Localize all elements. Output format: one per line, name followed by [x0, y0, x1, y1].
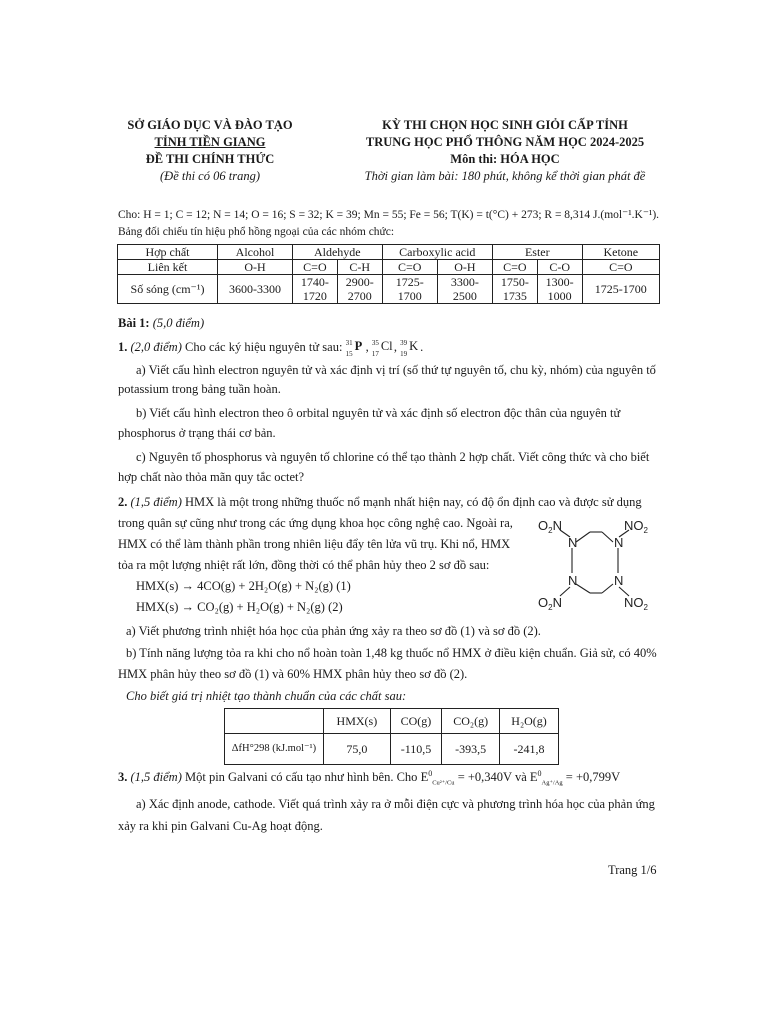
q3-eq1: = +0,340V và [457, 770, 527, 785]
nuclide-k: 39 19 K [400, 339, 419, 358]
section-label: Bài 1: [118, 316, 150, 330]
ir-bond: C-O [537, 260, 582, 275]
no2-label: $NO_2$ [624, 518, 648, 535]
ir-bond: C=O [382, 260, 437, 275]
hmx-structure-diagram [530, 510, 660, 620]
ir-table [117, 244, 660, 304]
q1-b-line1: b) Viết cấu hình electron theo ô orbital nguyên tử và xác định số electron độc thân của nguyên tử [136, 406, 621, 420]
question-points: (2,0 điểm) [130, 340, 182, 354]
question-2 [118, 494, 642, 511]
ir-wave: 1725- [382, 275, 437, 290]
ir-compound-label: Hợp chất [118, 245, 218, 260]
question-text: Cho các ký hiệu nguyên tử sau: [185, 340, 343, 354]
ir-bond: C=O [293, 260, 338, 275]
ir-wave: 1700 [382, 289, 437, 304]
enthalpy-value: -110,5 [390, 734, 441, 765]
question-3 [118, 765, 620, 792]
ir-bond: C=O [492, 260, 537, 275]
enthalpy-table [224, 708, 559, 765]
ring-nitrogen: N [568, 535, 578, 550]
ir-table-row [118, 275, 660, 290]
header-right [340, 118, 670, 184]
ir-bond: O-H [437, 260, 492, 275]
exam-title: KỲ THI CHỌN HỌC SINH GIỎI CẤP TỈNH [382, 118, 628, 132]
question-number: 3. [118, 770, 128, 785]
no2-label: $NO_2$ [624, 595, 648, 612]
reaction-2: HMX(s) → CO₂(g) + H₂O(g) + N₂(g) (2) [136, 600, 343, 614]
question-1: 1. (2,0 điểm) Cho các ký hiệu nguyên tử sau: 31 15 P , 35 17 Cl , 39 19 K . [118, 339, 424, 358]
q1-c-line1: c) Nguyên tố phosphorus và nguyên tố chlorine có thể tạo thành 2 hợp chất. Viết công thức và cho biết [136, 450, 650, 464]
school-year: TRUNG HỌC PHỔ THÔNG NĂM HỌC 2024-2025 [365, 135, 645, 149]
ir-wave: 1750- [492, 275, 537, 290]
question-number: 1. [118, 340, 128, 354]
ir-group: Carboxylic acid [382, 245, 492, 260]
enthalpy-value: -241,8 [500, 734, 559, 765]
ir-intro: Bảng đối chiếu tín hiệu phổ hồng ngoại của các nhóm chức: [118, 226, 395, 238]
section-title [118, 315, 204, 332]
q2-given: Cho biết giá trị nhiệt tạo thành chuẩn của các chất sau: [126, 689, 407, 703]
ir-wave: 1720 [293, 289, 338, 304]
ir-wave: 1740- [293, 275, 338, 290]
question-points: (1,5 điểm) [130, 770, 182, 785]
enthalpy-value-row [225, 734, 559, 765]
o2n-label: $O_2N$ [538, 595, 562, 612]
q2-line3: HMX có thể làm thành phần trong nhiên liệu đẩy tên lửa vũ trụ. Khi nổ, HMX [118, 537, 511, 551]
ir-table-row [118, 245, 660, 260]
department-name: SỞ GIÁO DỤC VÀ ĐÀO TẠO [127, 118, 293, 132]
q1-c-line2: hợp chất nào thỏa mãn quy tắc octet? [118, 470, 305, 484]
enthalpy-value: 75,0 [324, 734, 391, 765]
reaction-1: HMX(s) → 4CO(g) + 2H₂O(g) + N₂(g) (1) [136, 579, 351, 593]
subject: Môn thi: HÓA HỌC [450, 152, 560, 166]
cu-electrode-potential: $E^0_{Cu^{2+}/Cu}$ [420, 769, 455, 787]
ir-wave: 3300- [437, 275, 492, 290]
enthalpy-header: HMX(s) [324, 709, 391, 734]
q2-b-line2: HMX phân hủy theo sơ đồ (1) và 60% HMX phân hủy theo sơ đồ (2). [118, 667, 468, 681]
ir-table-row [118, 260, 660, 275]
q2-a: a) Viết phương trình nhiệt hóa học của phản ứng xảy ra theo sơ đồ (1) và sơ đồ (2). [126, 624, 541, 638]
question-points: (1,5 điểm) [130, 495, 182, 509]
question-number: 2. [118, 495, 128, 509]
ring-nitrogen: N [568, 573, 578, 588]
section-points: (5,0 điểm) [152, 316, 205, 330]
enthalpy-corner-cell [225, 709, 324, 734]
ag-electrode-potential: $E^0_{Ag^+/Ag}$ [529, 769, 563, 787]
o2n-label: $O_2N$ [538, 518, 562, 535]
q2-line4: tỏa ra một lượng nhiệt rất lớn, đồng thời có thể phân hủy theo 2 sơ đồ sau: [118, 558, 490, 572]
enthalpy-header-row [225, 709, 559, 734]
ir-wave: 1725-1700 [582, 275, 659, 304]
ir-group: Aldehyde [293, 245, 383, 260]
enthalpy-row-label: ΔfH°298 (kJ.mol⁻¹) [225, 734, 324, 765]
ir-wave: 1300- [537, 275, 582, 290]
q3-a-line1: a) Xác định anode, cathode. Viết quá trình xảy ra ở mỗi điện cực và phương trình hóa học của phản ứng [136, 797, 655, 811]
q1-a-line2: potassium trong bảng tuần hoàn. [118, 382, 281, 396]
enthalpy-header: CO₂(g) [442, 709, 500, 734]
official-exam-label: ĐỀ THI CHÍNH THỨC [145, 152, 275, 166]
q1-a-line1: a) Viết cấu hình electron nguyên tử và xác định vị trí (số thứ tự nguyên tố, chu kỳ, nhóm) của nguyên tố [136, 363, 656, 377]
ir-wave-label: Số sóng (cm⁻¹) [118, 275, 218, 304]
question-text: Một pin Galvani có cấu tạo như hình bên. Cho [185, 770, 418, 785]
q3-eq2: = +0,799V [565, 770, 621, 785]
ir-group: Ketone [582, 245, 659, 260]
province-name: TỈNH TIỀN GIANG [154, 135, 266, 149]
q1-b-line2: phosphorus ở trạng thái cơ bản. [118, 426, 276, 440]
ir-bond: C-H [337, 260, 382, 275]
enthalpy-value: -393,5 [442, 734, 500, 765]
time-limit: Thời gian làm bài: 180 phút, không kể thời gian phát đề [364, 169, 646, 183]
ir-group: Ester [492, 245, 582, 260]
ir-bond: C=O [582, 260, 659, 275]
ir-bond-label: Liên kết [118, 260, 218, 275]
ir-wave: 3600-3300 [218, 275, 293, 304]
ring-nitrogen: N [614, 573, 624, 588]
enthalpy-header: CO(g) [390, 709, 441, 734]
ir-wave: 2500 [437, 289, 492, 304]
page-count-note: (Đề thi có 06 trang) [160, 169, 260, 183]
ir-bond: O-H [218, 260, 293, 275]
given-constants: Cho: H = 1; C = 12; N = 14; O = 16; S = 32; K = 39; Mn = 55; Fe = 56; T(K) = t(°C) + 273; R = 8,314 J.(mol⁻¹.K⁻¹). [118, 209, 660, 221]
ir-group: Alcohol [218, 245, 293, 260]
ir-wave: 2700 [337, 289, 382, 304]
question-text: HMX là một trong những thuốc nổ mạnh nhất hiện nay, có độ ổn định cao và được sử dụng [185, 495, 642, 509]
nuclide-cl: 35 17 Cl [371, 339, 393, 358]
ring-nitrogen: N [614, 535, 624, 550]
enthalpy-header: H₂O(g) [500, 709, 559, 734]
nuclide-p: 31 15 P [345, 339, 363, 358]
header-left [110, 118, 310, 184]
q3-a-line2: xảy ra khi pin Galvani Cu-Ag hoạt động. [118, 819, 323, 833]
q2-b-line1: b) Tính năng lượng tỏa ra khi cho nổ hoàn toàn 1,48 kg thuốc nổ HMX ở điều kiện chuẩn. Giả sử, có 40% [126, 646, 657, 660]
ir-wave: 1000 [537, 289, 582, 304]
q2-line2: trong quân sự cũng như trong các ứng dụng khoa học công nghệ cao. Ngoài ra, [118, 516, 513, 530]
ir-wave: 1735 [492, 289, 537, 304]
page-number: Trang 1/6 [608, 863, 657, 877]
ir-wave: 2900- [337, 275, 382, 290]
